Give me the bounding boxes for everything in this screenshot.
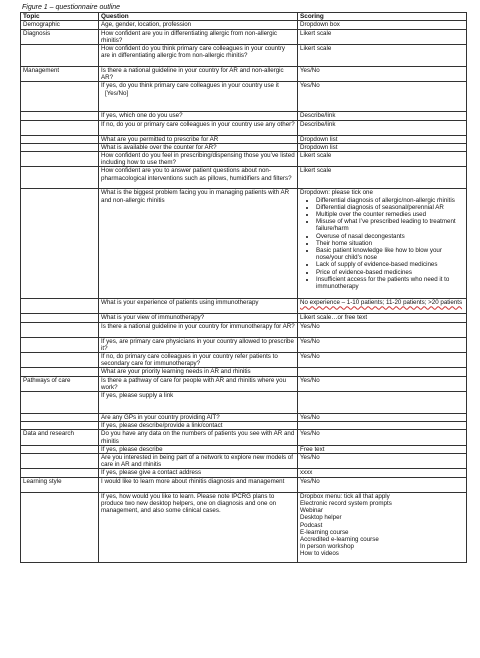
question-text: What is your experience of patients using immunotherapy [101,299,259,307]
question-cell [99,392,298,414]
scoring-text: Likert scale [300,45,332,53]
scoring-cell [298,314,467,322]
scoring-cell [298,376,467,391]
question-text: If yes, please describe/provide a link/contact [101,422,223,430]
topic-cell [21,445,99,453]
scoring-text: Free text [300,445,325,453]
scoring-text: Yes/No [300,454,320,462]
table-row [21,353,467,368]
topic-cell [21,337,99,352]
scoring-text: No experience – 1-10 patients; 11-20 patients; >20 patients [300,299,463,307]
scoring-cell [298,422,467,430]
scoring-option: • Misuse of what I’ve prescribed leading to treatment failure/harm [316,218,464,232]
scoring-option: • Overuse of nasal decongestants [316,233,464,240]
table-row [21,167,467,189]
question-cell [99,322,298,337]
table-row [21,454,467,469]
question-text: What are your priority learning needs in AR and rhinitis [101,368,251,376]
question-cell [99,376,298,391]
question-cell [99,167,298,189]
scoring-text: Likert scale [300,29,332,37]
question-cell [99,454,298,469]
question-text: Age, gender, location, profession [101,21,192,29]
question-cell [99,120,298,135]
scoring-text: Dropdown: please tick one [300,189,373,197]
question-text: If yes, do you think primary care colleagues in your country use it [101,82,279,90]
scoring-text: Yes/No [300,430,320,438]
topic-cell: Management [21,67,99,82]
question-text: If yes, please give a contact address [101,469,202,477]
scoring-text: Likert scale [300,167,332,175]
topic-cell: Pathways of care [21,376,99,391]
scoring-option: • Multiple over the counter remedies used [316,211,464,218]
table-row [21,82,467,112]
question-cell [99,21,298,29]
topic-cell: Diagnosis [21,29,99,44]
topic-cell [21,492,99,562]
scoring-option: How to videos [300,550,339,558]
scoring-cell [298,167,467,189]
question-cell [99,152,298,167]
question-cell [99,45,298,67]
scoring-cell [298,299,467,314]
question-cell [99,430,298,445]
topic-cell [21,143,99,151]
topic-cell: Demographic [21,21,99,29]
question-text: Are any GPs in your country providing AIT? [101,414,220,422]
question-cell [99,135,298,143]
table-row [21,135,467,143]
question-text: I would like to learn more about rhinitis diagnosis and management [101,477,285,485]
topic-cell [21,167,99,189]
table-body [21,21,467,562]
question-cell [99,112,298,120]
question-cell [99,353,298,368]
scoring-option: E-learning course [300,528,349,536]
topic-cell [21,414,99,422]
question-text: If yes, how would you like to learn. Please note IPCRG plans to produce two new desktop helpers, one on diagnosis and one on management, and also some clinical cases. [101,492,277,515]
topic-cell [21,189,99,299]
topic-cell [21,353,99,368]
question-text: Are you interested in being part of a network to explore new models of care in AR and rhinitis [101,454,293,469]
scoring-cell [298,322,467,337]
question-text: How confident are you to answer patient questions about non-pharmacological interventions such as pillows, humidifiers and filters? [101,167,292,182]
scoring-text: Yes/No [300,414,320,422]
question-cell [99,422,298,430]
table-row [21,67,467,82]
scoring-option: • Lack of supply of evidence-based medicines [316,261,464,268]
scoring-cell [298,392,467,414]
scoring-text: Describe/link [300,120,336,128]
question-text: How confident do you feel in prescribing/dispensing those you’ve listed including how to use them? [101,152,295,167]
question-text: If yes, please supply a link [101,392,174,400]
table-row [21,120,467,135]
question-text: If yes, which one do you use? [101,112,183,120]
scoring-option: • Differential diagnosis of allergic/non-allergic rhinitis [316,197,464,204]
scoring-cell [298,353,467,368]
scoring-option: • Insufficient access for the patients who need it to immunotherapy [316,276,464,290]
question-cell [99,314,298,322]
table-row [21,422,467,430]
scoring-cell [298,189,467,299]
topic-cell: Learning style [21,477,99,492]
table-row [21,392,467,414]
scoring-cell [298,430,467,445]
table-row [21,29,467,44]
scoring-option: • Basic patient knowledge like how to blow your nose/your child’s nose [316,247,464,261]
question-text: Is there a national guideline in your country for immunotherapy for AR? [101,322,295,330]
question-text: What is the biggest problem facing you in managing patients with AR and non-allergic rhinitis [101,189,290,204]
scoring-text: Yes/No [300,82,320,90]
questionnaire-table [20,12,467,563]
scoring-text: Likert scale [300,152,332,160]
scoring-text: Yes/No [300,477,320,485]
topic-cell [21,314,99,322]
scoring-option: In person workshop [300,543,354,551]
scoring-option: • Differential diagnosis of seasonal/perennial AR [316,204,464,211]
table-row [21,299,467,314]
scoring-option: Electronic record system prompts [300,499,392,507]
scoring-option-list [300,197,464,291]
question-text: If no, do you or primary care colleagues in your country use any other? [101,120,295,128]
scoring-cell [298,21,467,29]
topic-cell [21,322,99,337]
table-row [21,337,467,352]
topic-cell [21,469,99,477]
scoring-cell [298,469,467,477]
scoring-cell [298,368,467,376]
scoring-cell [298,445,467,453]
table-row [21,143,467,151]
question-text: If no, do primary care colleagues in your country refer patients to secondary care for immunotherapy? [101,353,278,368]
question-text: How confident do you think primary care colleagues in your country are in differentiating allergic from non-allergic rhinitis? [101,45,285,60]
figure-caption: Figure 1 – questionnaire outline [22,4,121,11]
topic-cell [21,422,99,430]
scoring-cell [298,477,467,492]
topic-cell [21,368,99,376]
topic-cell [21,45,99,67]
table-header-row [21,13,467,21]
question-text: What is your view of immunotherapy? [101,314,205,322]
scoring-option: Accredited e-learning course [300,535,379,543]
scoring-text: Dropdown list [300,135,338,143]
table-row [21,469,467,477]
table-row [21,112,467,120]
question-text: How confident are you in differentiating allergic from non-allergic rhinitis? [101,29,277,44]
scoring-option: • Price of evidence-based medicines [316,269,464,276]
question-cell [99,29,298,44]
table-row [21,152,467,167]
scoring-text: Dropdown box [300,21,340,29]
table-row [21,368,467,376]
scoring-option: • Their home situation [316,240,464,247]
table-row [21,314,467,322]
scoring-text: Dropdown list [300,143,338,151]
question-cell [99,469,298,477]
scoring-text: Yes/No [300,376,320,384]
scoring-cell [298,152,467,167]
question-cell [99,67,298,82]
header-question: Question [99,13,298,21]
header-scoring: Scoring [298,13,467,21]
topic-cell [21,112,99,120]
table-row [21,414,467,422]
scoring-cell [298,120,467,135]
question-text: What are you permitted to prescribe for AR [101,135,219,143]
scoring-cell [298,454,467,469]
question-cell [99,299,298,314]
scoring-cell [298,82,467,112]
scoring-cell [298,414,467,422]
topic-cell [21,135,99,143]
scoring-text: Yes/No [300,67,320,75]
scoring-text: Yes/No [300,322,320,330]
question-cell [99,368,298,376]
scoring-cell [298,45,467,67]
table-row [21,21,467,29]
scoring-text: xxxx [300,469,313,477]
question-cell [99,82,298,112]
scoring-option: Podcast [300,521,323,529]
question-extra: [Yes/No] [105,89,129,97]
table-row [21,430,467,445]
question-text: If yes, are primary care physicians in your country allowed to prescribe it? [101,337,294,352]
scoring-text: Describe/link [300,112,336,120]
scoring-cell [298,337,467,352]
question-text: What is available over the counter for AR? [101,143,217,151]
topic-cell [21,454,99,469]
question-cell [99,445,298,453]
topic-cell [21,299,99,314]
topic-cell [21,120,99,135]
scoring-cell [298,143,467,151]
topic-cell: Data and research [21,430,99,445]
scoring-cell [298,492,467,562]
question-text: Do you have any data on the numbers of patients you see with AR and rhinitis [101,430,295,445]
question-cell [99,189,298,299]
scoring-text: Yes/No [300,337,320,345]
question-cell [99,477,298,492]
table-row [21,45,467,67]
table-row [21,445,467,453]
scoring-cell [298,135,467,143]
table-row [21,189,467,299]
scoring-option: Webinar [300,507,323,515]
topic-cell [21,392,99,414]
table-row [21,477,467,492]
scoring-cell [298,67,467,82]
scoring-cell [298,29,467,44]
question-text: Is there a pathway of care for people with AR and rhinitis where you work? [101,376,287,391]
question-cell [99,143,298,151]
table-row [21,376,467,391]
scoring-cell [298,112,467,120]
topic-cell [21,152,99,167]
question-text: Is there a national guideline in your country for AR and non-allergic AR? [101,67,284,82]
topic-cell [21,82,99,112]
table-row [21,492,467,562]
scoring-text: Yes/No [300,353,320,361]
header-topic: Topic [21,13,99,21]
question-text: If yes, please describe [101,445,163,453]
question-cell [99,337,298,352]
scoring-option: Desktop helper [300,514,342,522]
scoring-text: Dropbox menu: tick all that apply [300,492,390,500]
table-row [21,322,467,337]
question-cell [99,414,298,422]
scoring-text: Likert scale…or free text [300,314,368,322]
question-cell [99,492,298,562]
